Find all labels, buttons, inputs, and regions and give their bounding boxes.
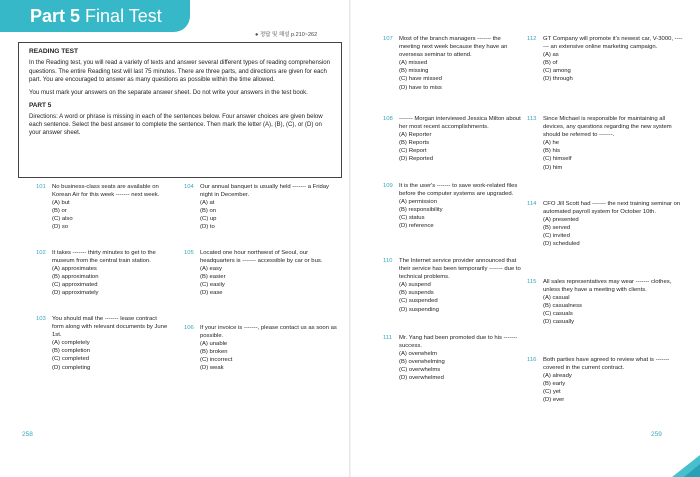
answer-option: (A) approximates [52,266,97,273]
answer-option: (A) overwhelm [399,351,437,358]
question-number: 110 [383,258,393,264]
answer-option: (B) of [543,60,558,67]
reading-test-heading: READING TEST [29,48,79,55]
question-104 [184,183,340,232]
answer-option: (B) casualness [543,303,582,310]
question-number: 109 [383,183,393,189]
question-101 [36,183,170,232]
answer-option: (D) suspending [399,306,439,313]
question-stem: If your invoice is -------, please contact us as soon as possible. [200,325,337,340]
answer-option: (B) his [543,148,561,155]
page-number-left: 258 [22,431,33,438]
answer-reference-note: ● 정답 및 해설 p.210~262 [255,32,318,38]
question-stem: It is the user's ------- to save work-related files before the computer systems are upgraded. [399,183,518,198]
answer-option: (C) invited [543,233,570,240]
part-title: Final Test [85,6,162,26]
answer-option: (B) overwhelming [399,359,445,366]
answer-option: (B) Reports [399,140,430,147]
question-stem: Both parties have agreed to review what is ------- covered in the current contract. [543,357,670,372]
answer-option: (B) or [52,208,67,215]
question-number: 108 [383,116,393,122]
answer-option: (D) completing [52,364,91,371]
question-number: 103 [36,316,46,322]
question-number: 116 [527,357,537,363]
page-number-right: 259 [651,431,662,438]
question-103 [36,315,170,372]
answer-option: (B) missing [399,68,429,75]
answer-option: (A) completely [52,340,90,347]
question-stem: All sales representatives may wear ------- clothes, unless they have a meeting with clients. [543,279,672,294]
question-109 [383,182,521,231]
answer-option: (A) he [543,140,560,147]
answer-option: (D) casually [543,319,575,326]
answer-option: (B) completion [52,348,90,355]
question-number: 104 [184,184,194,190]
question-number: 114 [527,201,537,207]
answer-option: (C) have missed [399,76,442,83]
question-115 [527,278,683,327]
question-116 [527,356,683,405]
question-number: 107 [383,36,393,42]
question-114 [527,200,683,249]
left-page [0,0,349,477]
answer-option: (B) on [200,208,217,215]
answer-option: (A) presented [543,217,579,224]
question-108 [383,115,521,164]
answer-option: (A) Reporter [399,132,432,139]
answer-option: (A) unable [200,341,228,348]
question-105 [184,249,340,298]
question-number: 112 [527,36,537,42]
question-stem: No business-class seats are available on Korean Air for this week ------- next week. [52,184,160,199]
question-stem: CFO Jill Scott had ------- the next training seminar on automated payroll system for October 10th. [543,201,681,216]
answer-option: (D) through [543,76,573,83]
question-102 [36,249,170,298]
question-stem: Mr. Yang had been promoted due to his ------- success. [399,335,518,350]
question-stem: Our annual banquet is usually held ------- a Friday night in December. [200,184,329,199]
question-number: 102 [36,250,46,256]
question-number: 105 [184,250,194,256]
page-corner-fold [684,464,700,477]
answer-option: (C) up [200,216,217,223]
answer-option: (A) casual [543,295,570,302]
answer-option: (C) overwhelms [399,367,441,374]
answer-option: (B) easier [200,274,226,281]
answer-option: (D) overwhelmed [399,375,444,382]
answer-option: (D) have to miss [399,84,442,91]
question-stem: Most of the branch managers ------- the meeting next week because they have an overseas seminar to attend. [399,36,508,59]
question-106 [184,324,340,373]
answer-option: (D) ease [200,290,223,297]
answer-option: (C) approximated [52,282,98,289]
answer-option: (D) scheduled [543,241,580,248]
answer-option: (C) status [399,215,425,222]
answer-option: (C) himself [543,156,572,163]
question-107 [383,35,521,92]
answer-option: (D) him [543,164,563,171]
answer-option: (A) missed [399,60,428,67]
question-stem: ------- Morgan interviewed Jessica Milton about her most recent accomplishments. [399,116,521,131]
answer-option: (D) weak [200,365,224,372]
question-number: 113 [527,116,537,122]
answer-option: (D) reference [399,223,434,230]
answer-option: (C) incorrect [200,357,233,364]
answer-option: (A) permission [399,199,437,206]
question-stem: Since Michael is responsible for maintaining all devices, any questions regarding the new system should be referred to -------. [543,116,672,139]
answer-option: (C) suspended [399,298,438,305]
answer-option: (A) as [543,52,559,59]
part-header [0,0,190,32]
answer-option: (D) so [52,224,69,231]
question-113 [527,115,683,172]
question-number: 111 [383,335,392,341]
question-stem: You should mail the ------- lease contract form along with relevant documents by June 1st. [52,316,168,339]
instructions-box [18,42,342,178]
answer-option: (C) Report [399,148,427,155]
answer-option: (B) broken [200,349,228,356]
question-stem: The Internet service provider announced that their service has been temporarily ------- due to technical problems. [399,258,521,281]
answer-option: (B) served [543,225,571,232]
answer-option: (D) to [200,224,215,231]
answer-option: (B) early [543,381,566,388]
answer-option: (C) yet [543,389,561,396]
question-stem: Located one hour northwest of Seoul, our headquarters is ------- accessible by car or bus. [200,250,323,265]
answer-option: (B) approximation [52,274,99,281]
answer-option: (A) but [52,200,70,207]
question-112 [527,35,683,84]
question-stem: It takes ------- thirty minutes to get to the museum from the central train station. [52,250,156,265]
answer-option: (C) easily [200,282,225,289]
question-110 [383,257,521,314]
answer-option: (D) ever [543,397,565,404]
answer-option: (B) suspends [399,290,434,297]
part-label: Part 5 [30,6,81,26]
answer-option: (B) responsibility [399,207,443,214]
question-number: 115 [527,279,537,285]
question-111 [383,334,521,383]
intro-paragraph-2: You must mark your answers on the separate answer sheet. Do not write your answers in the test book. [29,89,308,97]
intro-paragraph-1: In the Reading test, you will read a variety of texts and answer several different types of reading comprehension questions. The entire Reading test will last 75 minutes. There are three parts, and directions are given for each part. You are encouraged to answer as many questions as possible within the time allowed. [29,59,331,83]
answer-option: (A) easy [200,266,222,273]
answer-option: (C) completed [52,356,89,363]
right-page [351,0,700,477]
directions-text: Directions: A word or phrase is missing in each of the sentences below. Four answer choices are given below each sentence. Select the best answer to complete the sentence. Then mark the letter (A), (B), (C), or (D) on your answer sheet. [29,112,323,137]
answer-option: (A) at [200,200,215,207]
answer-option: (C) casuals [543,311,573,318]
answer-option: (D) Reported [399,156,434,163]
answer-option: (D) approximately [52,290,99,297]
question-stem: GT Company will promote it's newest car, V-3000, ------- an extensive online marketing campaign. [543,36,683,51]
question-number: 101 [36,184,46,190]
answer-option: (A) suspend [399,282,431,289]
answer-option: (C) among [543,68,571,75]
question-number: 106 [184,325,194,331]
part-heading: PART 5 [29,102,52,110]
answer-option: (A) already [543,373,572,380]
answer-option: (C) also [52,216,73,223]
